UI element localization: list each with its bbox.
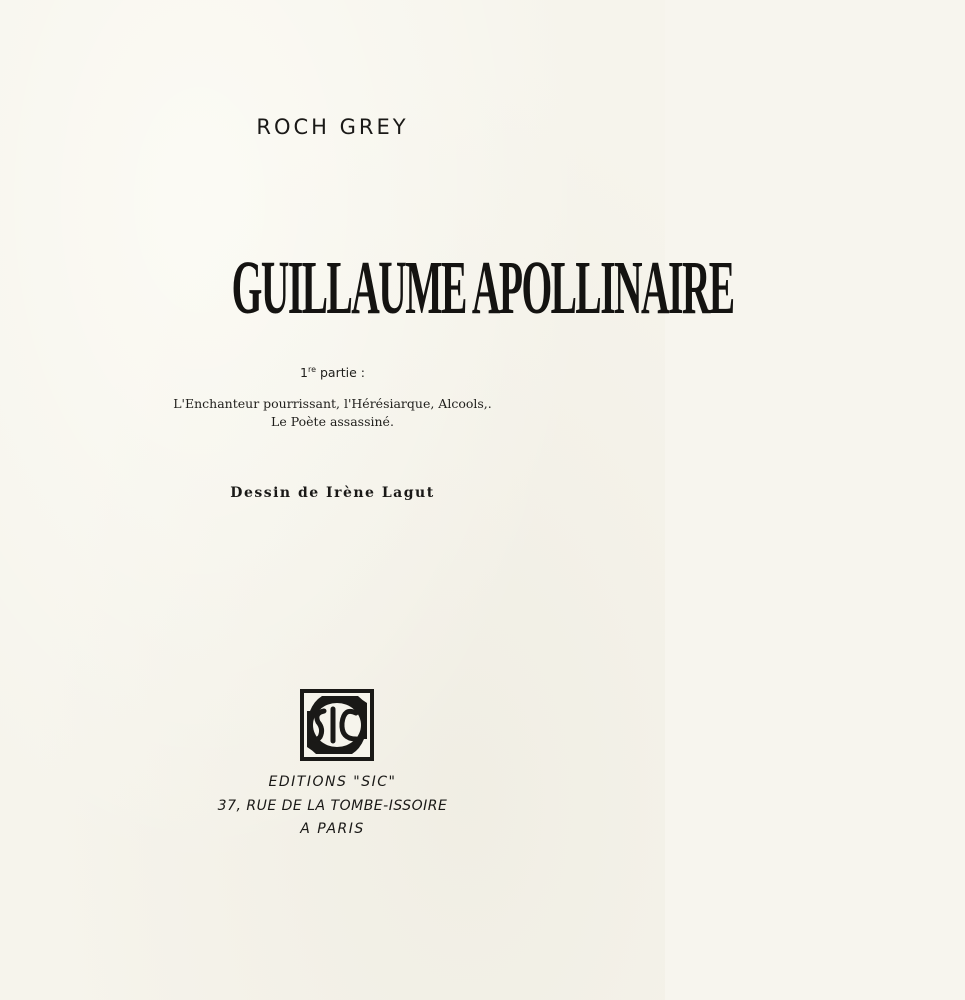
sic-monogram-logo <box>300 689 374 761</box>
part-suffix: re <box>307 365 317 374</box>
book-title <box>0 246 734 330</box>
works-list-line-1: L'Enchanteur pourrissant, l'Hérésiarque, Alcools,. <box>173 396 492 411</box>
part-heading <box>0 365 665 380</box>
book-title-text: GUILLAUME APOLLINAIRE <box>231 246 734 330</box>
works-list-line-2: Le Poète assassiné. <box>271 414 394 429</box>
part-label: partie : <box>316 365 365 380</box>
publisher-name: EDITIONS "SIC" <box>268 774 397 790</box>
part-number: 1 <box>300 365 308 380</box>
drawing-credit: Dessin de Irène Lagut <box>230 485 435 501</box>
publisher-address: 37, RUE DE LA TOMBE-ISSOIRE <box>217 798 448 814</box>
author-name: ROCH GREY <box>256 115 409 139</box>
publisher-city: A PARIS <box>300 821 365 837</box>
